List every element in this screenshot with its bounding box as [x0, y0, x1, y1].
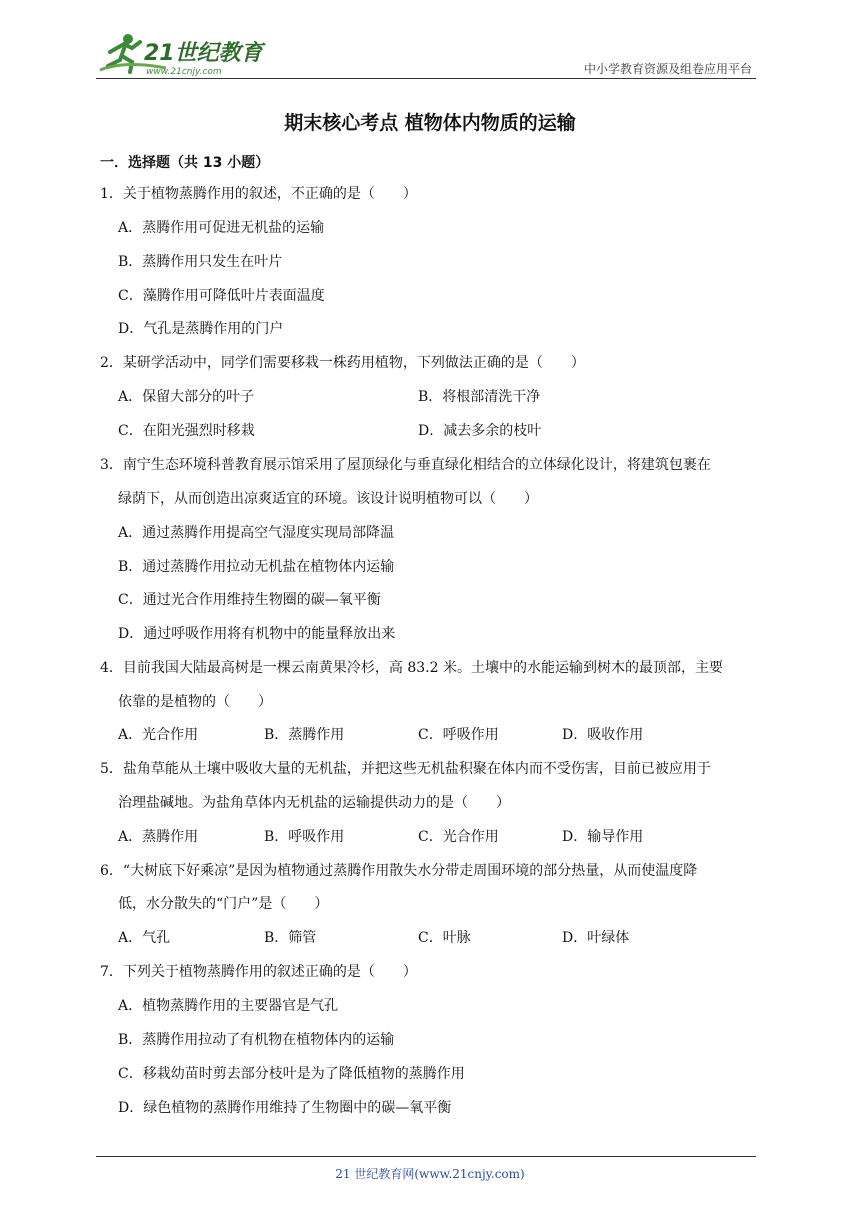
question-stem-continuation: 低，水分散失的“门户”是（ ）: [118, 896, 329, 912]
question-stem-continuation: 治理盐碱地。为盐角草体内无机盐的运输提供动力的是（ ）: [118, 795, 510, 811]
option: C．呼吸作用: [418, 727, 499, 743]
option: C．藻腾作用可降低叶片表面温度: [118, 288, 325, 304]
option: C．通过光合作用维持生物圈的碳—氧平衡: [118, 592, 381, 608]
option: C．叶脉: [418, 930, 471, 946]
option: B．蒸腾作用拉动了有机物在植物体内的运输: [118, 1032, 395, 1048]
section-heading: 一．选择题（共 13 小题）: [100, 155, 270, 171]
option: B．呼吸作用: [264, 829, 345, 845]
option: D．绿色植物的蒸腾作用维持了生物圈中的碳—氧平衡: [118, 1100, 452, 1116]
question-stem-continuation: 绿荫下，从而创造出凉爽适宜的环境。该设计说明植物可以（ ）: [118, 491, 538, 507]
question-stem-continuation: 依靠的是植物的（ ）: [118, 694, 272, 710]
option: C．在阳光强烈时移栽: [118, 423, 255, 439]
page-header: [96, 30, 756, 80]
footer-divider: [96, 1156, 756, 1157]
platform-name: 中小学教育资源及组卷应用平台: [583, 62, 752, 76]
question-stem: 5．盐角草能从土壤中吸收大量的无机盐，并把这些无机盐积聚在体内而不受伤害，目前已被应用于: [100, 761, 711, 777]
option: A．蒸腾作用可促进无机盐的运输: [118, 220, 325, 236]
question-stem: 3．南宁生态环境科普教育展示馆采用了屋顶绿化与垂直绿化相结合的立体绿化设计，将建筑包裹在: [100, 457, 711, 473]
option: A．光合作用: [118, 727, 199, 743]
option: A．保留大部分的叶子: [118, 389, 255, 405]
question-stem: 7．下列关于植物蒸腾作用的叙述正确的是（ ）: [100, 964, 417, 980]
question-stem: 1．关于植物蒸腾作用的叙述，不正确的是（ ）: [100, 186, 417, 202]
option: C．光合作用: [418, 829, 499, 845]
option: C．移栽幼苗时剪去部分枝叶是为了降低植物的蒸腾作用: [118, 1066, 465, 1082]
option: B．筛管: [264, 930, 317, 946]
option: D．减去多余的枝叶: [418, 423, 542, 439]
option: D．吸收作用: [562, 727, 644, 743]
site-logo: [96, 30, 296, 78]
option: A．通过蒸腾作用提高空气湿度实现局部降温: [118, 525, 395, 541]
option: D．输导作用: [562, 829, 644, 845]
option: B．蒸腾作用只发生在叶片: [118, 254, 283, 270]
option: D．通过呼吸作用将有机物中的能量释放出来: [118, 626, 396, 642]
footer-link[interactable]: 21 世纪教育网(www.21cnjy.com): [335, 1167, 525, 1181]
option: B．蒸腾作用: [264, 727, 345, 743]
option: A．气孔: [118, 930, 171, 946]
question-stem: 4．目前我国大陆最高树是一棵云南黄果冷杉，高 83.2 米。土壤中的水能运输到树木的最顶部，主要: [100, 660, 723, 676]
option: A．植物蒸腾作用的主要器官是气孔: [118, 998, 339, 1014]
svg-text:www.21cnjy.com: www.21cnjy.com: [146, 67, 222, 77]
option: D．叶绿体: [562, 930, 630, 946]
question-stem: 6．“大树底下好乘凉”是因为植物通过蒸腾作用散失水分带走周围环境的部分热量，从而使温度降: [100, 863, 698, 879]
option: B．将根部清洗干净: [418, 389, 541, 405]
svg-text:21世纪教育: 21世纪教育: [144, 41, 263, 66]
option: A．蒸腾作用: [118, 829, 199, 845]
question-stem: 2．某研学活动中，同学们需要移栽一株药用植物，下列做法正确的是（ ）: [100, 355, 585, 371]
header-divider: [96, 78, 756, 79]
option: D．气孔是蒸腾作用的门户: [118, 321, 284, 337]
option: B．通过蒸腾作用拉动无机盐在植物体内运输: [118, 559, 395, 575]
page-title: 期末核心考点 植物体内物质的运输: [284, 112, 576, 134]
